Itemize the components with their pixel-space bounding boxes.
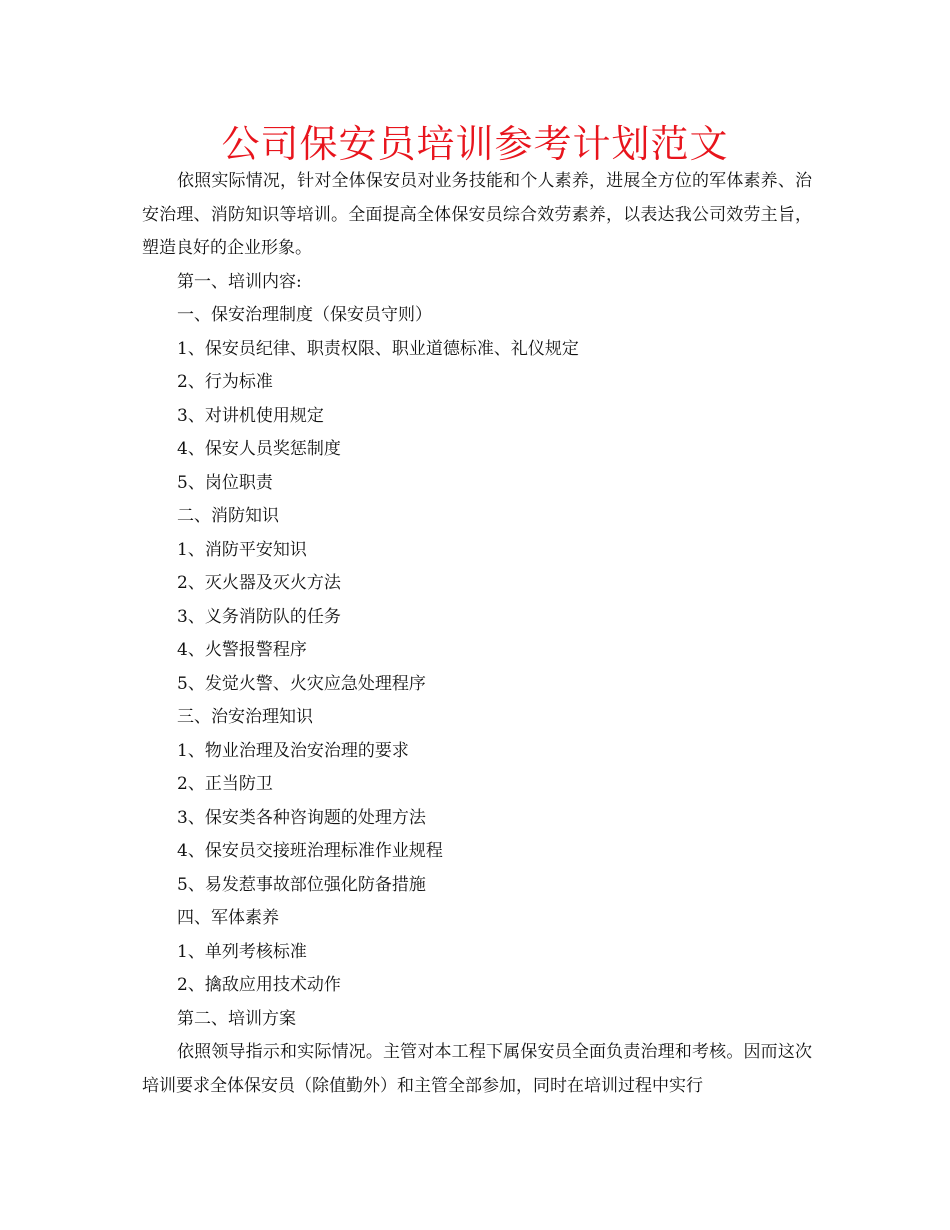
list-item: 2、正当防卫 [177,774,273,794]
list-item: 1、保安员纪律、职责权限、职业道德标准、礼仪规定 [177,338,579,359]
document-body [142,165,812,1103]
list-item: 1、单列考核标准 [177,941,307,962]
list-item: 4、保安员交接班治理标准作业规程 [177,841,443,861]
list-item: 3、对讲机使用规定 [177,405,324,426]
list-item: 3、义务消防队的任务 [177,606,341,627]
closing-paragraph: 依照领导指示和实际情况。主管对本工程下属保安员全面负责治理和考核。因而这次培训要求全体保安员（除值勤外）和主管全部参加，同时在培训过程中实行 [142,1042,812,1096]
list-item: 1、物业治理及治安治理的要求 [177,740,409,761]
list-item: 4、火警报警程序 [177,640,307,660]
list-item: 2、行为标准 [177,372,273,392]
heading-military-fitness: 四、军体素养 [177,908,279,928]
list-item: 5、易发惹事故部位强化防备措施 [177,874,426,895]
heading-security-knowledge: 三、治安治理知识 [177,707,313,727]
heading-fire-knowledge: 二、消防知识 [177,506,279,526]
section-heading-plan: 第二、培训方案 [177,1008,296,1029]
section-heading-contents: 第一、培训内容: [177,271,302,292]
document-title: 公司保安员培训参考计划范文 [221,122,729,166]
list-item: 4、保安人员奖惩制度 [177,439,341,459]
list-item: 2、灭火器及灭火方法 [177,573,341,593]
list-item: 3、保安类各种咨询题的处理方法 [177,807,426,828]
list-item: 5、发觉火警、火灾应急处理程序 [177,673,426,694]
list-item: 1、消防平安知识 [177,539,307,560]
intro-paragraph: 依照实际情况，针对全体保安员对业务技能和个人素养，进展全方位的军体素养、治安治理、消防知识等培训。全面提高全体保安员综合效劳素养，以表达我公司效劳主旨，塑造良好的企业形象。 [142,171,812,258]
heading-management-rules: 一、保安治理制度（保安员守则） [177,305,432,325]
list-item: 5、岗位职责 [177,472,273,493]
list-item: 2、擒敌应用技术动作 [177,975,341,995]
